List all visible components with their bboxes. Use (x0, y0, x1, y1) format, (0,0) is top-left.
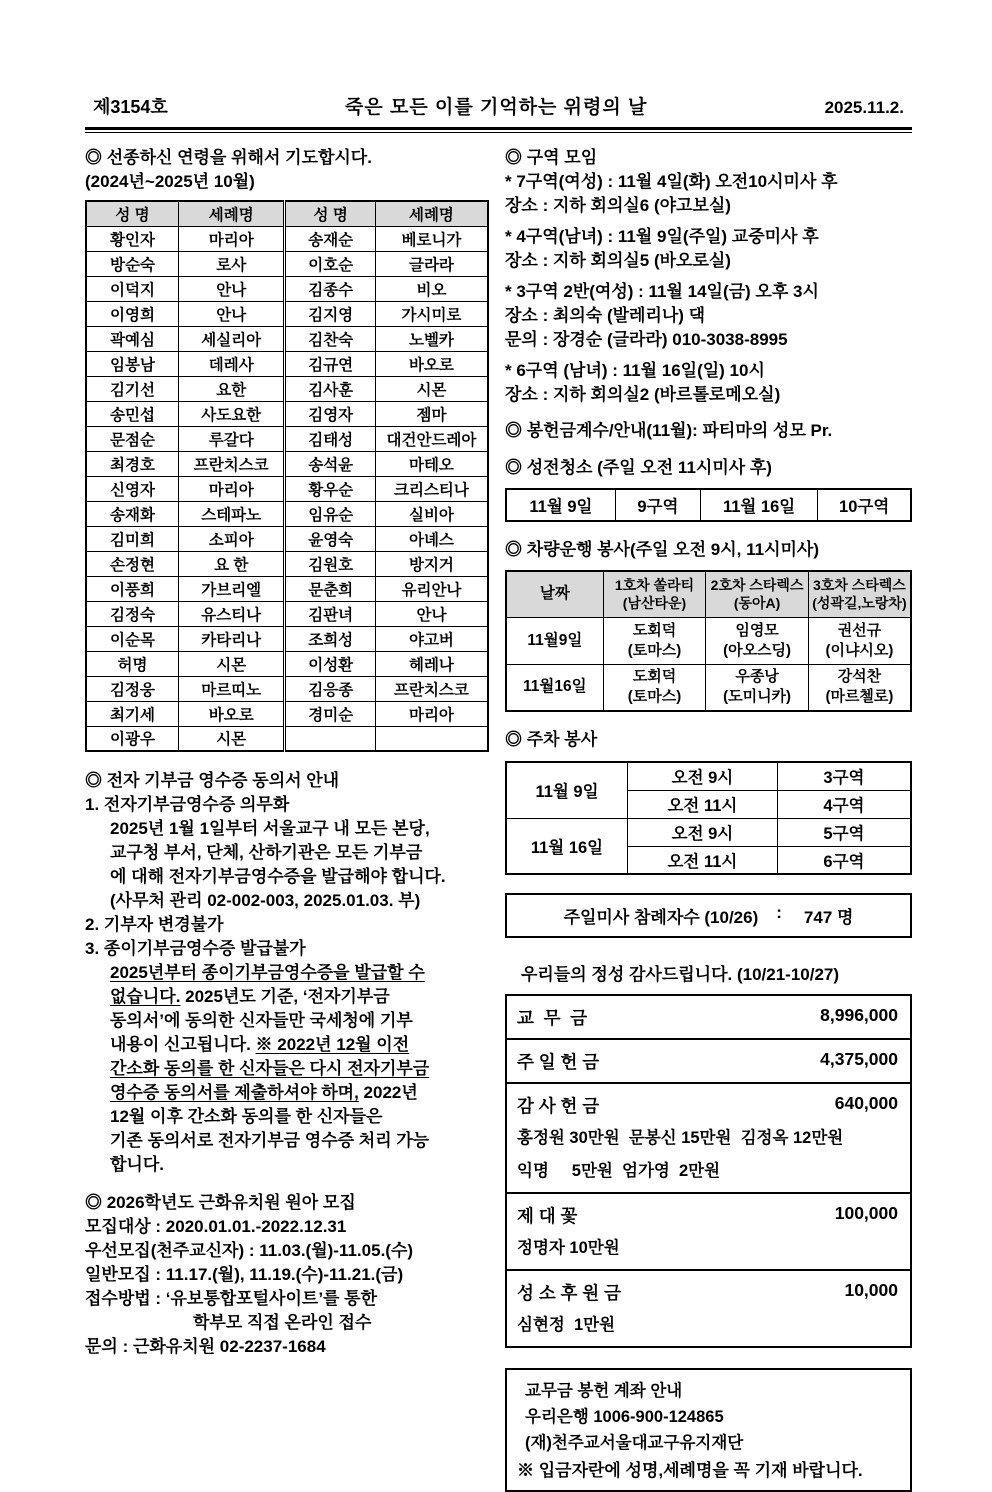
table-row (506, 818, 911, 846)
memorial-cell: 이광우 (86, 726, 178, 751)
table-row (86, 651, 488, 676)
memorial-cell: 문점순 (86, 426, 178, 451)
offering-label: 제 대 꽃 (517, 1206, 578, 1226)
shuttle-driver: 강석찬 (마르첼로) (808, 664, 911, 711)
memorial-cell: 방순숙 (86, 251, 178, 276)
kindergarten-section (85, 1191, 489, 1359)
left-column (85, 146, 489, 1492)
memorial-cell: 카타리나 (178, 626, 285, 651)
memorial-cell: 마리아 (375, 701, 488, 726)
table-row (86, 676, 488, 701)
memorial-cell: 이성환 (285, 651, 375, 676)
memorial-cell: 글라라 (375, 251, 488, 276)
memorial-cell (375, 726, 488, 751)
text-segment: 없습니다. (110, 987, 181, 1006)
table-row (86, 576, 488, 601)
memorial-cell: 이영희 (86, 301, 178, 326)
memorial-cell: 데레사 (178, 351, 285, 376)
memorial-cell: 헤레나 (375, 651, 488, 676)
parking-table (505, 761, 912, 875)
offering-label: 감 사 헌 금 (517, 1096, 600, 1116)
shuttle-col-header: 2호차 스타렉스 (동아A) (706, 571, 809, 617)
cleaning-cell: 9구역 (615, 489, 700, 521)
memorial-cell: 김영자 (285, 401, 375, 426)
bank-line: (재)천주교서울대교구유지재단 (525, 1434, 744, 1452)
table-row (86, 426, 488, 451)
memorial-cell: 마리아 (178, 226, 285, 251)
table-row (86, 351, 488, 376)
parking-date: 11월 9일 (506, 762, 628, 818)
memorial-cell: 임유순 (285, 501, 375, 526)
shuttle-driver: 임영모 (아오스딩) (706, 617, 809, 664)
table-row (86, 476, 488, 501)
table-row (86, 276, 488, 301)
memorial-cell: 안나 (178, 301, 285, 326)
memorial-cell: 곽예심 (86, 326, 178, 351)
memorial-cell: 송재화 (86, 501, 178, 526)
memorial-cell: 가브리엘 (178, 576, 285, 601)
masthead-rule-thick (85, 127, 912, 130)
parking-section (505, 728, 912, 875)
memorial-cell: 바오로 (178, 701, 285, 726)
receipt-title: ◎ 전자 기부금 영수증 동의서 안내 (85, 771, 340, 790)
memorial-cell: 유스티나 (178, 601, 285, 626)
district-block (505, 359, 912, 407)
notice-line: 1. 전자기부금영수증 의무화 (85, 795, 290, 814)
notice-line: (사무처 관리 02-002-003, 2025.01.03. 부) (110, 891, 421, 910)
counting-notice: ◎ 봉헌금계수/안내(11월): 파티마의 성모 Pr. (505, 421, 833, 440)
memorial-cell: 윤영숙 (285, 526, 375, 551)
masthead (85, 92, 912, 127)
shuttle-col-header: 1호차 쏠라티 (남산타운) (603, 571, 706, 617)
table-row (86, 601, 488, 626)
memorial-col-header: 성 명 (86, 201, 178, 226)
notice-line: 12월 이후 간소화 동의를 한 신자들은 (110, 1107, 383, 1126)
memorial-cell: 조희성 (285, 626, 375, 651)
offering-amount: 100,000 (834, 1203, 898, 1223)
page-title: 죽은 모든 이를 기억하는 위령의 날 (345, 97, 648, 118)
offering-detail: 정명자 10만원 (517, 1239, 620, 1257)
memorial-cell: 임봉남 (86, 351, 178, 376)
district-line: 장소 : 최의숙 (발레리나) 댁 (505, 306, 706, 325)
table-row (86, 501, 488, 526)
kindergarten-line: 모집대상 : 2020.01.01.-2022.12.31 (85, 1217, 347, 1236)
memorial-cell: 세실리아 (178, 326, 285, 351)
memorial-cell: 비오 (375, 276, 488, 301)
memorial-cell: 손정현 (86, 551, 178, 576)
memorial-cell: 로사 (178, 251, 285, 276)
offering-label: 성 소 후 원 금 (517, 1283, 621, 1303)
table-row (506, 664, 911, 711)
cleaning-cell: 11월 9일 (506, 489, 615, 521)
memorial-cell: 송석윤 (285, 451, 375, 476)
parking-date: 11월 16일 (506, 818, 628, 874)
memorial-cell: 최기세 (86, 701, 178, 726)
table-row (506, 489, 911, 521)
notice-line: 기존 동의서로 전자기부금 영수증 처리 가능 (110, 1131, 430, 1150)
text-segment: 2025년부터 종이기부금영수증을 발급할 수 (110, 963, 425, 982)
memorial-cell: 허명 (86, 651, 178, 676)
thanks-title: 우리들의 정성 감사드립니다. (10/21-10/27) (521, 965, 840, 984)
attendance-box (505, 893, 912, 938)
memorial-cell: 이순목 (86, 626, 178, 651)
notice-line (85, 1081, 489, 1105)
parking-zone: 6구역 (777, 846, 911, 874)
memorial-cell: 스테파노 (178, 501, 285, 526)
notice-line: 교구청 부서, 단체, 산하기관은 모든 기부금 (110, 843, 423, 862)
table-row (506, 617, 911, 664)
district-line: 문의 : 장경순 (글라라) 010-3038-8995 (505, 330, 788, 349)
memorial-cell: 마리아 (178, 476, 285, 501)
memorial-cell: 최경호 (86, 451, 178, 476)
shuttle-col-header: 3호차 스타렉스 (성곽길,노랑차) (808, 571, 911, 617)
offering-box (505, 994, 912, 1348)
memorial-cell: 안나 (178, 276, 285, 301)
offering-row (507, 1271, 910, 1346)
memorial-cell: 젬마 (375, 401, 488, 426)
memorial-cell: 유리안나 (375, 576, 488, 601)
table-row (86, 376, 488, 401)
cleaning-table (505, 488, 912, 522)
right-column (505, 146, 912, 1492)
memorial-cell: 가시미로 (375, 301, 488, 326)
memorial-cell: 마르띠노 (178, 676, 285, 701)
kindergarten-line: 학부모 직접 온라인 접수 (193, 1313, 372, 1332)
table-row (86, 626, 488, 651)
memorial-cell: 송민섭 (86, 401, 178, 426)
memorial-cell: 김미희 (86, 526, 178, 551)
memorial-cell: 프란치스코 (178, 451, 285, 476)
district-line: 장소 : 지하 회의실2 (바르톨로메오실) (505, 385, 781, 404)
table-row (86, 401, 488, 426)
table-row (506, 762, 911, 790)
memorial-cell: 김정웅 (86, 676, 178, 701)
attendance-label: 주일미사 참례자수 (10/26) (563, 908, 759, 927)
memorial-col-header: 세례명 (178, 201, 285, 226)
text-segment: 동의서’에 동의한 신자들만 국세청에 기부 (110, 1011, 413, 1030)
memorial-period: (2024년~2025년 10월) (85, 172, 255, 191)
text-segment: 영수증 동의서를 제출하셔야 하며, (110, 1083, 359, 1102)
bank-line: 교무금 봉헌 계좌 안내 (525, 1382, 683, 1400)
memorial-cell: 야고버 (375, 626, 488, 651)
memorial-cell: 황우순 (285, 476, 375, 501)
text-segment: 내용이 신고됩니다. (110, 1035, 256, 1054)
parking-time: 오전 11시 (628, 790, 778, 818)
offering-detail: 심현정 1만원 (517, 1316, 616, 1334)
offering-label: 교 무 금 (517, 1008, 588, 1028)
parking-zone: 5구역 (777, 818, 911, 846)
memorial-cell: 안나 (375, 601, 488, 626)
shuttle-driver: 도회덕 (토마스) (603, 664, 706, 711)
parking-zone: 3구역 (777, 762, 911, 790)
parking-zone: 4구역 (777, 790, 911, 818)
offering-amount: 4,375,000 (820, 1049, 898, 1069)
memorial-cell: 요한 (178, 376, 285, 401)
memorial-cell: 김판녀 (285, 601, 375, 626)
offering-amount: 8,996,000 (820, 1005, 898, 1025)
table-row (86, 326, 488, 351)
table-row (86, 551, 488, 576)
bank-line: 우리은행 1006-900-124865 (525, 1408, 724, 1426)
table-row (86, 701, 488, 726)
offering-detail: 익명 5만원 엄가영 2만원 (517, 1162, 721, 1180)
memorial-cell: 김응종 (285, 676, 375, 701)
parking-time: 오전 9시 (628, 762, 778, 790)
offering-amount: 10,000 (844, 1280, 898, 1300)
notice-line (85, 1033, 489, 1057)
memorial-cell: 신영자 (86, 476, 178, 501)
notice-line (85, 1057, 489, 1081)
memorial-header-row (86, 201, 488, 226)
offering-amount: 640,000 (834, 1093, 898, 1113)
text-segment: 2025년도 기준, ‘전자기부금 (180, 987, 390, 1006)
memorial-table-body (86, 226, 488, 751)
kindergarten-title: ◎ 2026학년도 근화유치원 원아 모집 (85, 1193, 356, 1212)
cleaning-section (505, 456, 912, 522)
district-line: * 4구역(남녀) : 11월 9일(주일) 교중미사 후 (505, 227, 819, 246)
issue-date: 2025.11.2. (824, 98, 904, 117)
shuttle-col-header: 날짜 (506, 571, 603, 617)
notice-line: 3. 종이기부금영수증 발급불가 (85, 939, 306, 958)
district-meeting-section (505, 146, 912, 407)
shuttle-driver: 권선규 (이냐시오) (808, 617, 911, 664)
memorial-cell: 노벨카 (375, 326, 488, 351)
memorial-cell: 시몬 (178, 726, 285, 751)
table-row (86, 251, 488, 276)
memorial-cell: 김원호 (285, 551, 375, 576)
table-row (86, 301, 488, 326)
masthead-rule-thin (85, 132, 912, 133)
receipt-notice-section (85, 769, 489, 1177)
parking-time: 오전 9시 (628, 818, 778, 846)
memorial-col-header: 세례명 (375, 201, 488, 226)
memorial-cell: 김기선 (86, 376, 178, 401)
memorial-cell: 대건안드레아 (375, 426, 488, 451)
notice-line (85, 985, 489, 1009)
memorial-cell: 요 한 (178, 551, 285, 576)
district-line: * 7구역(여성) : 11월 4일(화) 오전10시미사 후 (505, 172, 838, 191)
memorial-cell: 김태성 (285, 426, 375, 451)
memorial-cell: 마테오 (375, 451, 488, 476)
table-row (86, 226, 488, 251)
table-row (86, 451, 488, 476)
shuttle-title: ◎ 차량운행 봉사(주일 오전 9시, 11시미사) (505, 540, 819, 559)
offering-row (507, 1084, 910, 1194)
notice-line: 에 대해 전자기부금영수증을 발급해야 합니다. (110, 867, 446, 886)
bank-note: ※ 입금자란에 성명,세례명을 꼭 기재 바랍니다. (517, 1461, 863, 1480)
shuttle-driver: 우종낭 (도미니카) (706, 664, 809, 711)
district-block (505, 280, 912, 352)
offering-row (507, 1194, 910, 1271)
shuttle-header-row (506, 571, 911, 617)
memorial-cell: 크리스티나 (375, 476, 488, 501)
kindergarten-line: 접수방법 : ‘유보통합포털사이트’를 통한 (85, 1289, 378, 1308)
memorial-cell: 방지거 (375, 551, 488, 576)
notice-line: 2. 기부자 변경불가 (85, 915, 224, 934)
kindergarten-line: 문의 : 근화유치원 02-2237-1684 (85, 1337, 326, 1356)
memorial-cell: 바오로 (375, 351, 488, 376)
memorial-cell: 송재순 (285, 226, 375, 251)
offering-row (507, 1040, 910, 1084)
memorial-title: ◎ 선종하신 연령을 위해서 기도합시다. (85, 148, 372, 167)
attendance-colon: : (776, 903, 782, 922)
shuttle-table (505, 570, 912, 712)
table-row (86, 726, 488, 751)
memorial-cell: 김찬숙 (285, 326, 375, 351)
parking-title: ◎ 주차 봉사 (505, 730, 598, 749)
memorial-cell (285, 726, 375, 751)
memorial-cell: 김지영 (285, 301, 375, 326)
memorial-cell: 실비아 (375, 501, 488, 526)
cleaning-cell: 10구역 (818, 489, 911, 521)
memorial-col-header: 성 명 (285, 201, 375, 226)
notice-line (85, 961, 489, 985)
issue-number: 제3154호 (93, 97, 168, 117)
text-segment: 간소화 동의를 한 신자들은 다시 전자기부금 (110, 1059, 430, 1078)
memorial-cell: 시몬 (178, 651, 285, 676)
memorial-cell: 사도요한 (178, 401, 285, 426)
kindergarten-line: 우선모집(천주교신자) : 11.03.(월)-11.05.(수) (85, 1241, 414, 1260)
memorial-cell: 김규연 (285, 351, 375, 376)
memorial-cell: 경미순 (285, 701, 375, 726)
memorial-cell: 이덕지 (86, 276, 178, 301)
memorial-table (85, 200, 489, 752)
notice-line (85, 1009, 489, 1033)
district-line: 장소 : 지하 회의실6 (야고보실) (505, 196, 731, 215)
memorial-cell: 소피아 (178, 526, 285, 551)
offering-row (507, 996, 910, 1040)
district-block (505, 225, 912, 273)
text-segment: 2022년 (358, 1083, 418, 1102)
memorial-cell: 프란치스코 (375, 676, 488, 701)
notice-line: 2025년 1월 1일부터 서울교구 내 모든 본당, (110, 819, 430, 838)
memorial-cell: 아녜스 (375, 526, 488, 551)
offering-detail: 홍정원 30만원 문봉신 15만원 김정옥 12만원 (517, 1129, 844, 1147)
offering-label: 주 일 헌 금 (517, 1052, 600, 1072)
memorial-cell: 김사훈 (285, 376, 375, 401)
memorial-cell: 황인자 (86, 226, 178, 251)
parking-time: 오전 11시 (628, 846, 778, 874)
shuttle-date: 11월16일 (506, 664, 603, 711)
shuttle-driver: 도회덕 (토마스) (603, 617, 706, 664)
memorial-cell: 시몬 (375, 376, 488, 401)
shuttle-date: 11월9일 (506, 617, 603, 664)
attendance-value: 747 명 (803, 908, 854, 927)
district-line: 장소 : 지하 회의실5 (바오로실) (505, 251, 731, 270)
district-line: * 6구역 (남녀) : 11월 16일(일) 10시 (505, 361, 765, 380)
shuttle-section (505, 538, 912, 712)
district-title: ◎ 구역 모임 (505, 148, 598, 167)
memorial-cell: 문춘희 (285, 576, 375, 601)
cleaning-title: ◎ 성전청소 (주일 오전 11시미사 후) (505, 458, 772, 477)
bank-account-box (505, 1368, 912, 1492)
district-line: * 3구역 2반(여성) : 11월 14일(금) 오후 3시 (505, 282, 819, 301)
memorial-cell: 김종수 (285, 276, 375, 301)
memorial-cell: 김정숙 (86, 601, 178, 626)
district-block (505, 170, 912, 218)
table-row (86, 526, 488, 551)
cleaning-cell: 11월 16일 (700, 489, 817, 521)
memorial-cell: 이호순 (285, 251, 375, 276)
memorial-cell: 베로니가 (375, 226, 488, 251)
memorial-cell: 루갈다 (178, 426, 285, 451)
kindergarten-line: 일반모집 : 11.17.(월), 11.19.(수)-11.21.(금) (85, 1265, 404, 1284)
text-segment: ※ 2022년 12월 이전 (255, 1035, 410, 1054)
notice-line: 합니다. (110, 1155, 164, 1174)
memorial-cell: 이풍희 (86, 576, 178, 601)
